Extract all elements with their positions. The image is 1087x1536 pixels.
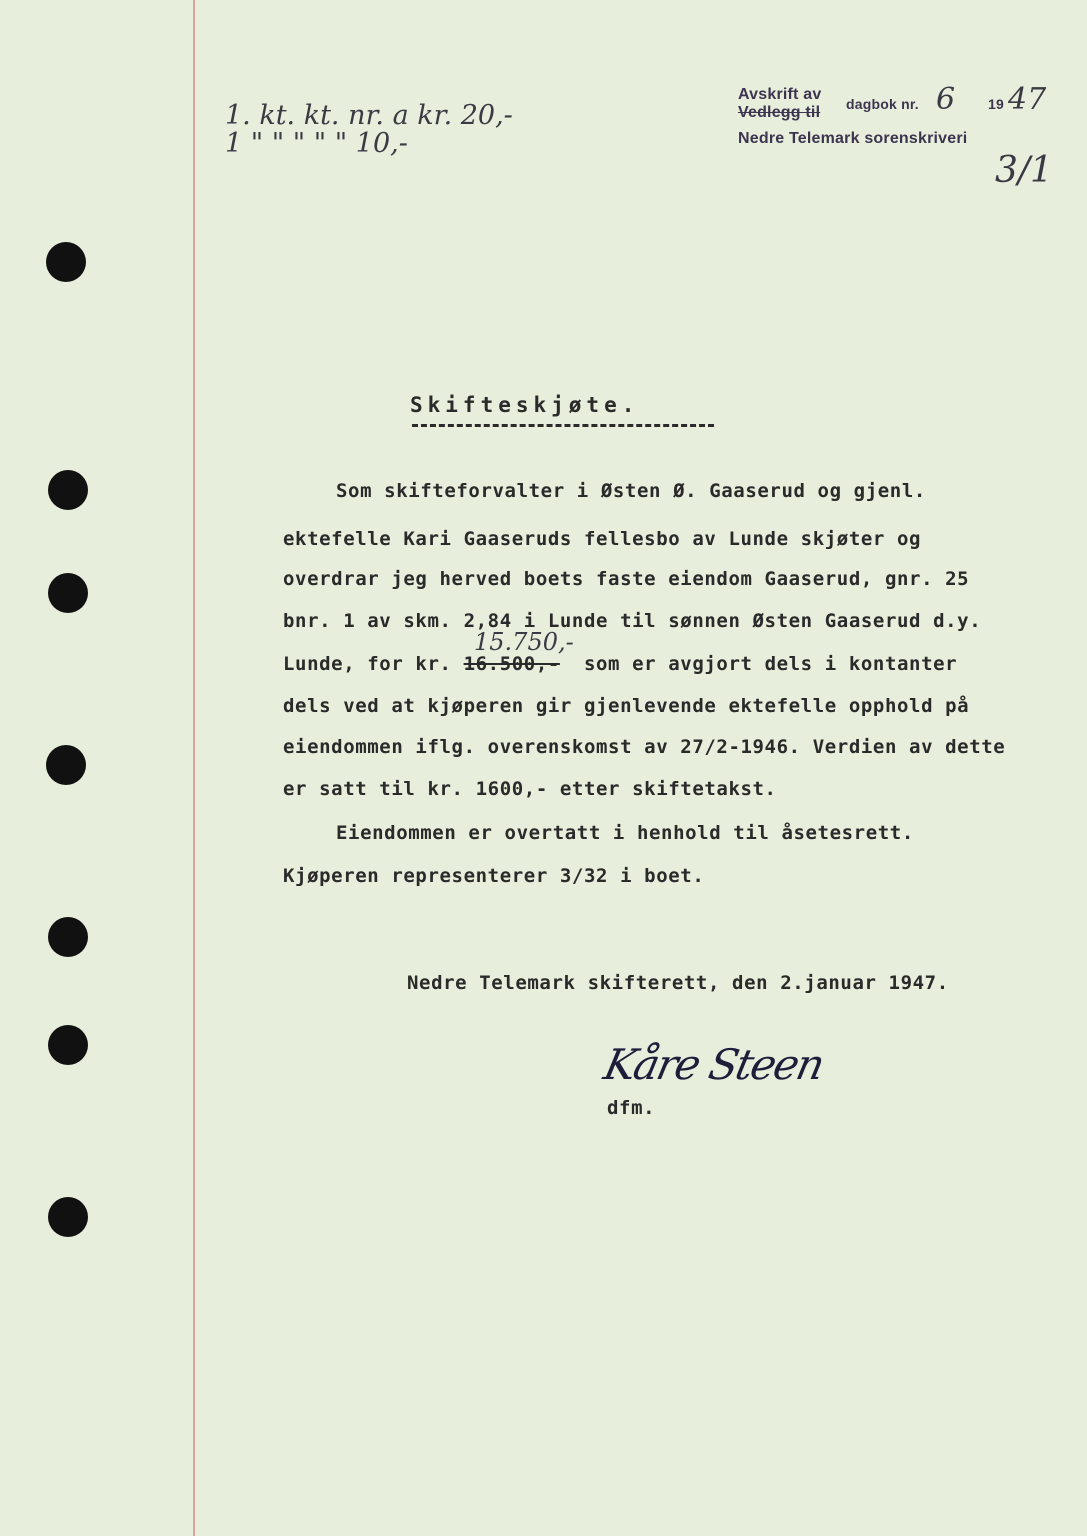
stamp-line1b bbox=[738, 104, 820, 122]
stamp-line1a: Avskrift av bbox=[738, 86, 822, 103]
signer-title: dfm. bbox=[607, 1097, 656, 1119]
punch-hole-7 bbox=[48, 1197, 88, 1237]
stamp-year-suffix: 47 bbox=[1008, 82, 1047, 117]
stamp-date-note: 3/1 bbox=[995, 150, 1053, 191]
punch-hole-2 bbox=[48, 470, 88, 510]
body-line-8: er satt til kr. 1600,- etter skiftetakst. bbox=[283, 778, 777, 800]
body-line-5-start: Lunde, for kr. bbox=[283, 653, 464, 675]
price-correction: 15.750,- bbox=[474, 628, 574, 656]
punch-hole-1 bbox=[46, 242, 86, 282]
stamp-dagbok-label: dagbok nr. bbox=[846, 96, 919, 112]
body-line-10: Kjøperen representerer 3/32 i boet. bbox=[283, 865, 705, 887]
place-date: Nedre Telemark skifterett, den 2.januar 1947. bbox=[407, 972, 949, 994]
struck-price: 16.500,- bbox=[463, 653, 560, 675]
body-line-7: eiendommen iflg. overenskomst av 27/2-1946. Verdien av dette bbox=[283, 736, 1006, 758]
stamp-office: Nedre Telemark sorenskriveri bbox=[738, 130, 968, 147]
signature: Kåre Steen bbox=[599, 1040, 828, 1089]
body-line-5-end: som er avgjort dels i kontanter bbox=[559, 653, 958, 675]
body-line-2: ektefelle Kari Gaaseruds fellesbo av Lunde skjøter og bbox=[283, 528, 922, 550]
body-line-9: Eiendommen er overtatt i henhold til åsetesrett. bbox=[336, 822, 914, 844]
margin-line bbox=[193, 0, 195, 1536]
document-title: Skifteskjøte. bbox=[410, 393, 640, 417]
stamp-year-prefix: 19 bbox=[988, 96, 1004, 112]
body-line-4: bnr. 1 av skm. 2,84 i Lunde til sønnen Østen Gaaserud d.y. bbox=[283, 610, 982, 632]
body-line-1: Som skifteforvalter i Østen Ø. Gaaserud og gjenl. bbox=[336, 480, 926, 502]
punch-hole-6 bbox=[48, 1025, 88, 1065]
fee-note-line-1: 1. kt. kt. nr. a kr. 20,- bbox=[225, 100, 513, 131]
body-line-5 bbox=[283, 653, 957, 675]
stamp-line1b-text: Vedlegg til bbox=[738, 104, 821, 121]
body-line-3: overdrar jeg herved boets faste eiendom Gaaserud, gnr. 25 bbox=[283, 568, 970, 590]
punch-hole-4 bbox=[46, 745, 86, 785]
body-line-6: dels ved at kjøperen gir gjenlevende ektefelle opphold på bbox=[283, 695, 970, 717]
stamp-dagbok-number: 6 bbox=[936, 82, 956, 117]
title-underline bbox=[412, 424, 714, 427]
punch-hole-5 bbox=[48, 917, 88, 957]
punch-hole-3 bbox=[48, 573, 88, 613]
fee-note-line-2: 1 " " " " " 10,- bbox=[225, 128, 408, 159]
